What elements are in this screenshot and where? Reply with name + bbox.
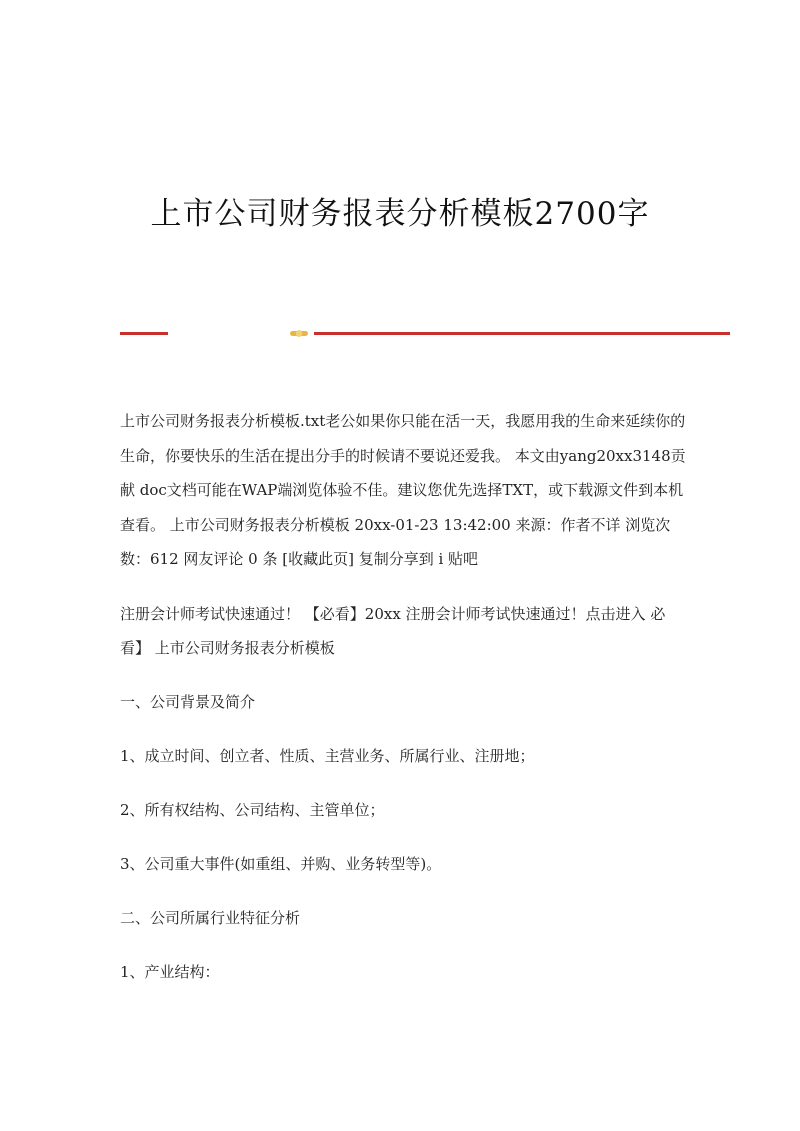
list-item: 2、所有权结构、公司结构、主管单位； bbox=[120, 800, 385, 819]
list-item: 3、公司重大事件(如重组、并购、业务转型等)。 bbox=[120, 854, 442, 873]
paragraph-cpa-notice: 注册会计师考试快速通过！ 【必看】20xx 注册会计师考试快速通过！点击进入 必看】 上市公司财务报表分析模板 bbox=[120, 604, 666, 657]
list-item: 1、成立时间、创立者、性质、主营业务、所属行业、注册地； bbox=[120, 746, 535, 765]
divider-ornament-dot bbox=[296, 330, 302, 337]
document-body bbox=[120, 404, 690, 989]
document-title: 上市公司财务报表分析模板2700字 bbox=[150, 196, 650, 232]
paragraph-intro: 上市公司财务报表分析模板.txt老公如果你只能在活一天，我愿用我的生命来延续你的生命，你要快乐的生活在提出分手的时候请不要说还爱我。 本文由yang20xx3148贡献 doc文档可能在WAP端浏览体验不佳。建议您优先选择TXT，或下载源文件到本机查看。 上市公司财务报表分析模板 20xx-01-23 13:42:00 来源：作者不详 浏览次数：612 网友评论 0 条 [收藏此页] 复制分享到 i 贴吧 bbox=[120, 412, 686, 568]
divider-line-right bbox=[314, 332, 730, 335]
section-heading-background: 一、公司背景及简介 bbox=[120, 692, 256, 711]
section-heading-industry: 二、公司所属行业特征分析 bbox=[120, 908, 301, 927]
title-divider bbox=[120, 330, 730, 336]
list-item: 1、产业结构： bbox=[120, 962, 220, 981]
divider-line-left bbox=[120, 332, 168, 335]
